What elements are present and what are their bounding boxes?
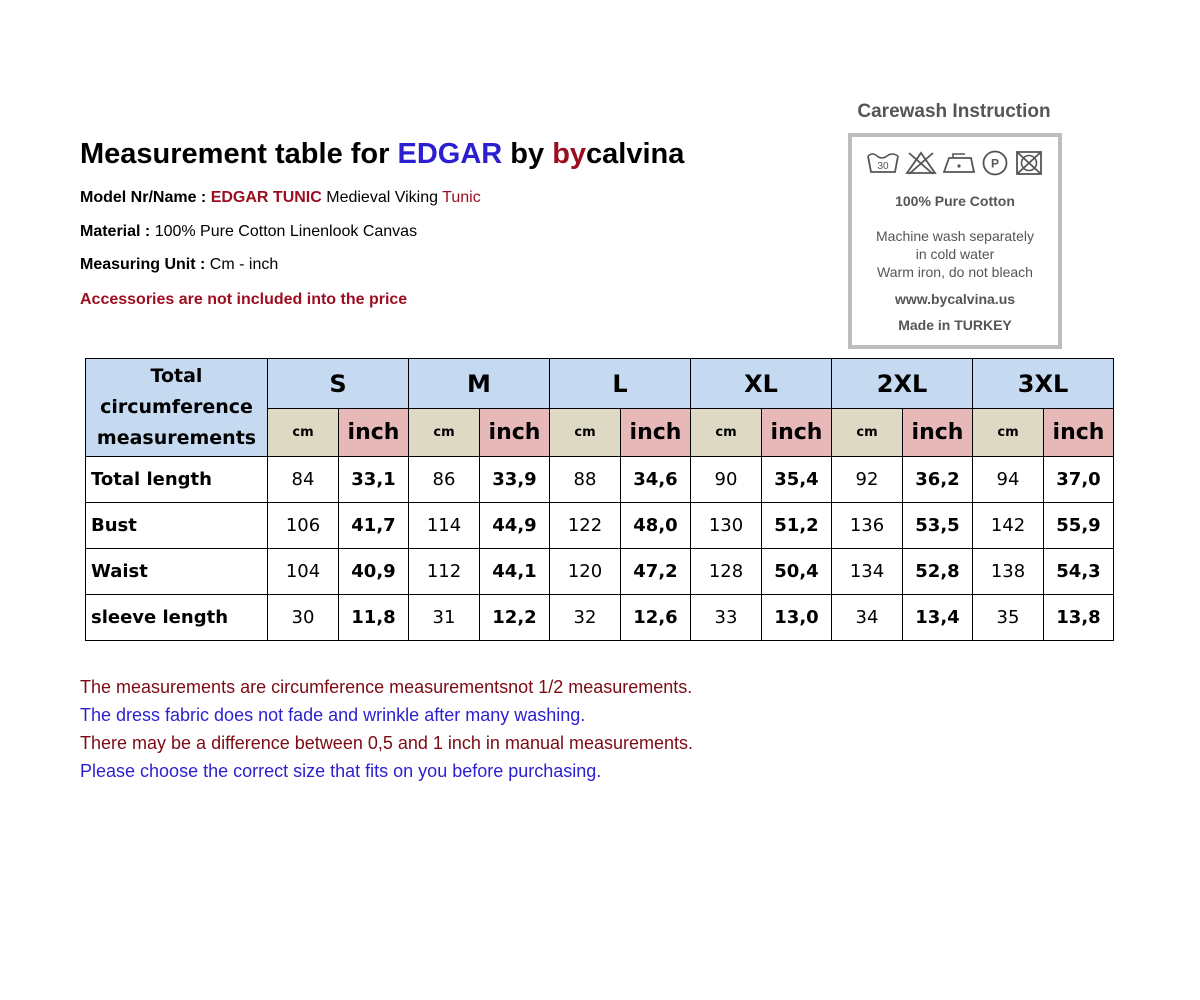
title-by: by: [502, 138, 553, 170]
cell-inch: 12,6: [621, 595, 691, 641]
unit-inch-header: inch: [1044, 409, 1114, 457]
cell-cm: 128: [691, 549, 762, 595]
cell-inch: 50,4: [762, 549, 832, 595]
unit-inch-header: inch: [339, 409, 409, 457]
unit-cm-header: cm: [832, 409, 903, 457]
unit-cm-header: cm: [268, 409, 339, 457]
corner-line-3: measurements: [96, 427, 257, 449]
row-label: sleeve length: [86, 595, 268, 641]
model-label: Model Nr/Name :: [80, 189, 211, 206]
title-prefix: Measurement table for: [80, 138, 398, 170]
size-header-xl: XL: [691, 359, 832, 409]
table-row: [86, 595, 1114, 641]
cell-inch: 44,1: [480, 549, 550, 595]
title-brand-calvina: calvina: [586, 138, 685, 170]
unit-value: Cm - inch: [209, 256, 279, 273]
cell-inch: 55,9: [1044, 503, 1114, 549]
cell-cm: 35: [973, 595, 1044, 641]
no-bleach-icon: [905, 150, 937, 176]
cell-cm: 90: [691, 457, 762, 503]
cell-cm: 33: [691, 595, 762, 641]
note-circumference: The measurements are circumference measurementsnot 1/2 measurements.: [80, 677, 693, 697]
note-difference: There may be a difference between 0,5 and 1 inch in manual measurements.: [80, 733, 694, 753]
care-line-2: in cold water: [915, 246, 995, 262]
cell-inch: 53,5: [903, 503, 973, 549]
unit-cm-header: cm: [691, 409, 762, 457]
cell-inch: 40,9: [339, 549, 409, 595]
row-label: Total length: [86, 457, 268, 503]
note-choose-size: Please choose the correct size that fits on you before purchasing.: [80, 761, 602, 781]
care-origin: Made in TURKEY: [898, 317, 1012, 333]
unit-line: [80, 256, 278, 274]
cell-cm: 106: [268, 503, 339, 549]
no-tumble-dry-icon: [1014, 150, 1044, 176]
iron-icon: [941, 150, 977, 176]
size-header-l: L: [550, 359, 691, 409]
model-desc: Medieval Viking: [321, 189, 443, 206]
cell-inch: 52,8: [903, 549, 973, 595]
unit-inch-header: inch: [762, 409, 832, 457]
cell-inch: 41,7: [339, 503, 409, 549]
cell-cm: 32: [550, 595, 621, 641]
cell-cm: 34: [832, 595, 903, 641]
cell-cm: 88: [550, 457, 621, 503]
cell-inch: 51,2: [762, 503, 832, 549]
care-fabric: 100% Pure Cotton: [895, 193, 1015, 209]
unit-inch-header: inch: [903, 409, 973, 457]
svg-text:30: 30: [877, 161, 889, 172]
unit-inch-header: inch: [480, 409, 550, 457]
title-brand-by: by: [552, 138, 587, 170]
cell-inch: 48,0: [621, 503, 691, 549]
model-line: [80, 189, 481, 207]
cell-inch: 36,2: [903, 457, 973, 503]
cell-inch: 11,8: [339, 595, 409, 641]
accessories-note: Accessories are not included into the price: [80, 291, 408, 308]
cell-cm: 136: [832, 503, 903, 549]
cell-cm: 92: [832, 457, 903, 503]
care-website: www.bycalvina.us: [894, 291, 1016, 307]
care-line-1: Machine wash separately: [876, 228, 1034, 244]
cell-cm: 138: [973, 549, 1044, 595]
model-type: Tunic: [442, 189, 481, 206]
size-header-2xl: 2XL: [832, 359, 973, 409]
cell-inch: 33,9: [480, 457, 550, 503]
size-header-3xl: 3XL: [973, 359, 1114, 409]
cell-cm: 104: [268, 549, 339, 595]
material-value: 100% Pure Cotton Linenlook Canvas: [154, 223, 418, 240]
cell-inch: 35,4: [762, 457, 832, 503]
unit-label: Measuring Unit :: [80, 256, 210, 273]
corner-line-2: circumference: [100, 396, 253, 418]
cell-inch: 37,0: [1044, 457, 1114, 503]
cell-inch: 12,2: [480, 595, 550, 641]
cell-cm: 142: [973, 503, 1044, 549]
care-line-3: Warm iron, do not bleach: [877, 264, 1033, 280]
cell-cm: 30: [268, 595, 339, 641]
cell-cm: 31: [409, 595, 480, 641]
cell-cm: 112: [409, 549, 480, 595]
cell-cm: 94: [973, 457, 1044, 503]
note-fabric: The dress fabric does not fade and wrinkle after many washing.: [80, 705, 586, 725]
cell-cm: 120: [550, 549, 621, 595]
svg-text:P: P: [991, 156, 1000, 171]
cell-inch: 34,6: [621, 457, 691, 503]
cell-inch: 54,3: [1044, 549, 1114, 595]
cell-inch: 44,9: [480, 503, 550, 549]
cell-inch: 33,1: [339, 457, 409, 503]
page-title: [80, 138, 684, 171]
size-table: [85, 358, 1114, 641]
care-label-box: [848, 133, 1062, 349]
cell-cm: 130: [691, 503, 762, 549]
cell-inch: 13,0: [762, 595, 832, 641]
care-title: Carewash Instruction: [857, 101, 1051, 122]
corner-line-1: Total: [150, 365, 203, 387]
table-row: [86, 457, 1114, 503]
unit-cm-header: cm: [973, 409, 1044, 457]
row-label: Waist: [86, 549, 268, 595]
wash-30-icon: [866, 150, 900, 176]
size-header-m: M: [409, 359, 550, 409]
cell-inch: 47,2: [621, 549, 691, 595]
title-product: EDGAR: [397, 138, 503, 170]
model-name: EDGAR TUNIC: [210, 189, 322, 206]
cell-cm: 86: [409, 457, 480, 503]
table-row: [86, 503, 1114, 549]
cell-cm: 114: [409, 503, 480, 549]
unit-cm-header: cm: [409, 409, 480, 457]
cell-cm: 84: [268, 457, 339, 503]
table-corner-header: [86, 359, 268, 457]
size-header-s: S: [268, 359, 409, 409]
care-icons: [852, 149, 1058, 179]
unit-cm-header: cm: [550, 409, 621, 457]
row-label: Bust: [86, 503, 268, 549]
material-line: [80, 223, 417, 241]
table-row: [86, 549, 1114, 595]
dry-clean-p-icon: [981, 149, 1009, 177]
unit-inch-header: inch: [621, 409, 691, 457]
material-label: Material :: [80, 223, 155, 240]
cell-inch: 13,4: [903, 595, 973, 641]
cell-cm: 122: [550, 503, 621, 549]
cell-inch: 13,8: [1044, 595, 1114, 641]
cell-cm: 134: [832, 549, 903, 595]
